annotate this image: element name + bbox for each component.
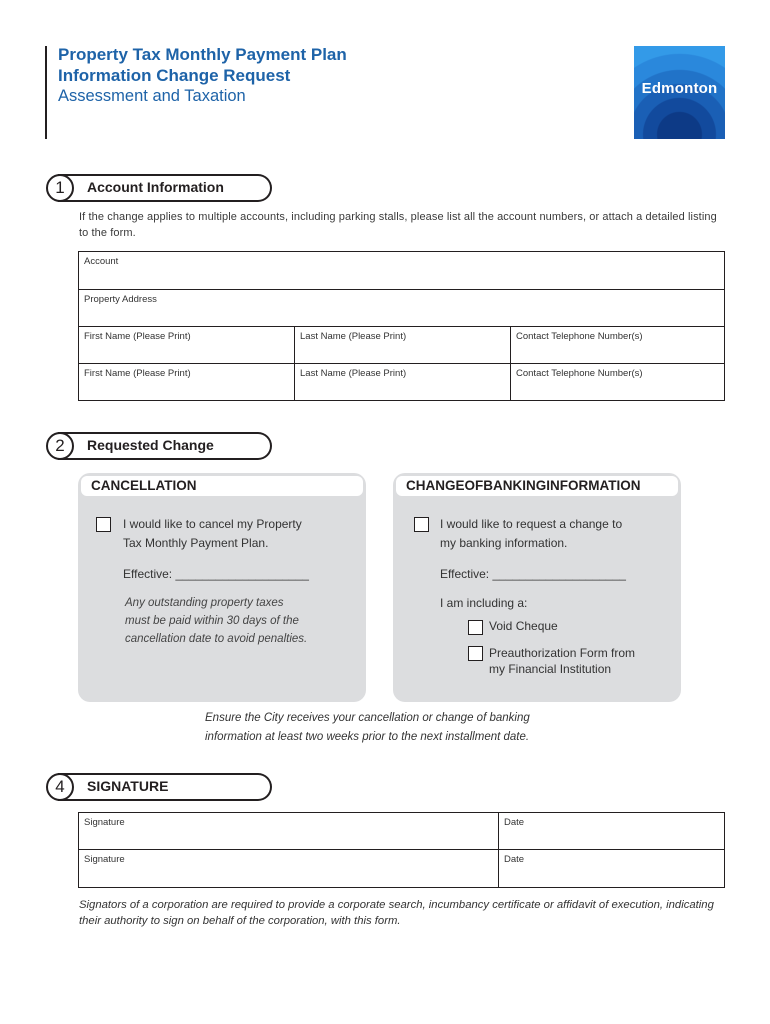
- cancellation-title: CANCELLATION: [81, 476, 363, 496]
- timing-notice-line2: information at least two weeks prior to the next installment date.: [205, 731, 530, 743]
- signature-label: Signature: [84, 854, 125, 865]
- change-banking-line1: I would like to request a change to: [440, 517, 623, 531]
- first-name-label: First Name (Please Print): [84, 368, 191, 379]
- preauthorization-line1: Preauthorization Form from: [489, 646, 636, 660]
- account-field[interactable]: [79, 252, 724, 290]
- preauthorization-checkbox[interactable]: [468, 646, 483, 661]
- cancellation-note-line2: must be paid within 30 days of the: [125, 615, 299, 627]
- change-banking-line2: my banking information.: [440, 536, 568, 550]
- timing-notice: [205, 709, 530, 747]
- cancellation-note: [125, 594, 355, 648]
- signature-table: [78, 812, 725, 888]
- banking-panel: [393, 473, 681, 702]
- form-title: [58, 44, 347, 86]
- banking-title: CHANGEOFBANKINGINFORMATION: [396, 476, 678, 496]
- signature-field-1[interactable]: [79, 813, 499, 850]
- date-label: Date: [504, 817, 525, 828]
- first-name-field-2[interactable]: [79, 364, 295, 400]
- header-rule: [45, 46, 47, 139]
- logo-text: Edmonton: [641, 80, 718, 97]
- first-name-field-1[interactable]: [79, 327, 295, 364]
- date-field-1[interactable]: [499, 813, 724, 850]
- property-address-label: Property Address: [84, 294, 157, 305]
- last-name-label: Last Name (Please Print): [300, 368, 407, 379]
- signature-field-2[interactable]: [79, 850, 499, 887]
- last-name-label: Last Name (Please Print): [300, 331, 407, 342]
- cancel-plan-line1: I would like to cancel my Property: [123, 517, 302, 531]
- edmonton-logo: [634, 46, 725, 139]
- phone-field-1[interactable]: [511, 327, 724, 364]
- section1-number: 1: [46, 174, 74, 202]
- last-name-field-2[interactable]: [295, 364, 511, 400]
- section4-heading: SIGNATURE: [87, 778, 169, 794]
- form-title-line1: Property Tax Monthly Payment Plan: [58, 45, 347, 64]
- void-cheque-label: Void Cheque: [489, 619, 558, 633]
- account-label: Account: [84, 256, 119, 267]
- cancellation-note-line3: cancellation date to avoid penalties.: [125, 633, 308, 645]
- void-cheque-checkbox[interactable]: [468, 620, 483, 635]
- section4-number: 4: [46, 773, 74, 801]
- last-name-field-1[interactable]: [295, 327, 511, 364]
- preauthorization-label: [489, 645, 635, 677]
- phone-field-2[interactable]: [511, 364, 724, 400]
- cancel-plan-checkbox[interactable]: [96, 517, 111, 532]
- signature-label: Signature: [84, 817, 125, 828]
- property-address-field[interactable]: [79, 290, 724, 327]
- change-banking-label: [440, 515, 670, 553]
- cancel-plan-line2: Tax Monthly Payment Plan.: [123, 536, 269, 550]
- preauthorization-line2: my Financial Institution: [489, 662, 612, 676]
- banking-effective-field[interactable]: Effective: ____________________: [440, 567, 626, 581]
- cancellation-note-line1: Any outstanding property taxes: [125, 597, 284, 609]
- first-name-label: First Name (Please Print): [84, 331, 191, 342]
- phone-label: Contact Telephone Number(s): [516, 331, 643, 342]
- account-info-table: [78, 251, 725, 401]
- section2-heading: Requested Change: [87, 437, 214, 453]
- section2-number: 2: [46, 432, 74, 460]
- change-banking-checkbox[interactable]: [414, 517, 429, 532]
- section1-intro: If the change applies to multiple accounts, including parking stalls, please list all the account numbers, or attach a detailed listing to the form.: [79, 211, 717, 239]
- cancel-effective-field[interactable]: Effective: ____________________: [123, 567, 309, 581]
- form-title-line2: Information Change Request: [58, 66, 291, 85]
- timing-notice-line1: Ensure the City receives your cancellation or change of banking: [205, 712, 530, 724]
- including-label: I am including a:: [440, 596, 528, 610]
- section1-heading: Account Information: [87, 179, 224, 195]
- corporate-signator-footnote: Signators of a corporation are required to provide a corporate search, incumbancy certificate or affidavit of execution, indicating their authority to sign on behalf of the corporation, with this form.: [79, 899, 714, 927]
- date-label: Date: [504, 854, 525, 865]
- cancellation-panel: [78, 473, 366, 702]
- cancel-plan-label: [123, 515, 353, 553]
- form-subtitle: Assessment and Taxation: [58, 87, 246, 105]
- phone-label: Contact Telephone Number(s): [516, 368, 643, 379]
- date-field-2[interactable]: [499, 850, 724, 887]
